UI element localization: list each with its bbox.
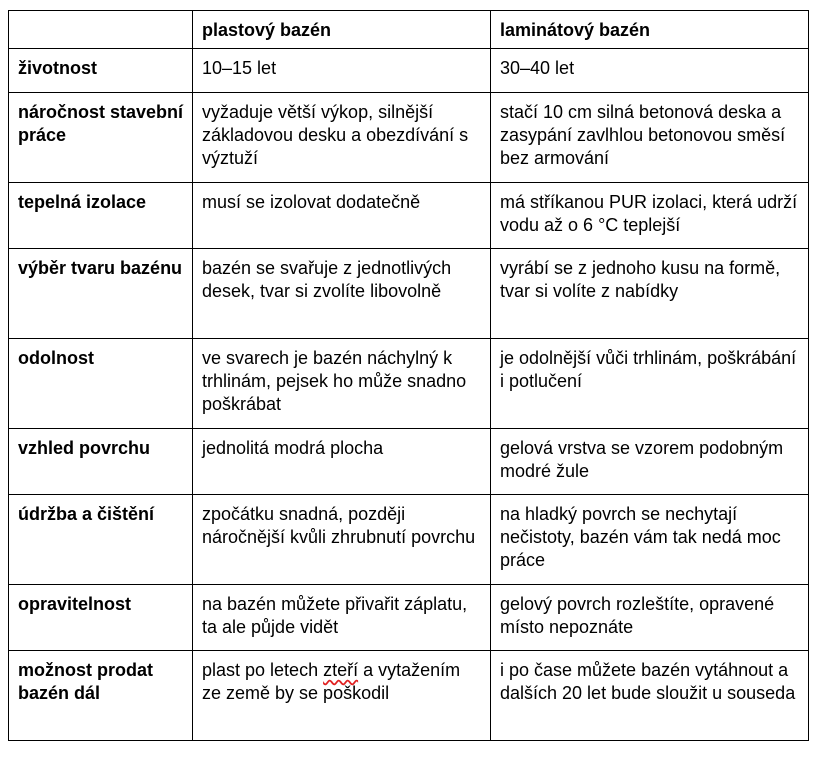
laminate-cell: na hladký povrch se nechytají nečistoty, bazén vám tak nedá moc práce bbox=[491, 495, 809, 585]
plastic-cell bbox=[193, 651, 491, 741]
plastic-cell: zpočátku snadná, později náročnější kvůli zhrubnutí povrchu bbox=[193, 495, 491, 585]
table-row bbox=[9, 429, 809, 495]
plastic-text-end: a vytažením ze země by se poškodil bbox=[202, 660, 461, 703]
row-label: odolnost bbox=[9, 339, 193, 429]
header-laminate-pool: laminátový bazén bbox=[491, 11, 809, 49]
laminate-cell: i po čase můžete bazén vytáhnout a dalších 20 let bude sloužit u souseda bbox=[491, 651, 809, 741]
table-row bbox=[9, 495, 809, 585]
header-row bbox=[9, 11, 809, 49]
laminate-cell: 30–40 let bbox=[491, 49, 809, 93]
header-plastic-pool: plastový bazén bbox=[193, 11, 491, 49]
table-row bbox=[9, 93, 809, 183]
row-label: tepelná izolace bbox=[9, 183, 193, 249]
row-label: vzhled povrchu bbox=[9, 429, 193, 495]
row-label: životnost bbox=[9, 49, 193, 93]
table-row bbox=[9, 651, 809, 741]
plastic-cell: ve svarech je bazén náchylný k trhlinám, pejsek ho může snadno poškrábat bbox=[193, 339, 491, 429]
laminate-cell: vyrábí se z jednoho kusu na formě, tvar si volíte z nabídky bbox=[491, 249, 809, 339]
plastic-cell: na bazén můžete přivařit záplatu, ta ale půjde vidět bbox=[193, 585, 491, 651]
row-label: údržba a čištění bbox=[9, 495, 193, 585]
laminate-cell: gelový povrch rozleštíte, opravené místo nepoznáte bbox=[491, 585, 809, 651]
laminate-cell: má stříkanou PUR izolaci, která udrží vodu až o 6 °C teplejší bbox=[491, 183, 809, 249]
laminate-cell: gelová vrstva se vzorem podobným modré žule bbox=[491, 429, 809, 495]
table-row bbox=[9, 249, 809, 339]
plastic-text-start: plast po letech bbox=[202, 660, 324, 680]
table-row bbox=[9, 339, 809, 429]
plastic-cell: bazén se svařuje z jednotlivých desek, tvar si zvolíte libovolně bbox=[193, 249, 491, 339]
plastic-cell: jednolitá modrá plocha bbox=[193, 429, 491, 495]
row-label: opravitelnost bbox=[9, 585, 193, 651]
spellcheck-flagged-word: zteří bbox=[323, 660, 359, 680]
laminate-cell: je odolnější vůči trhlinám, poškrábání i potlučení bbox=[491, 339, 809, 429]
table-row bbox=[9, 49, 809, 93]
laminate-cell: stačí 10 cm silná betonová deska a zasypání zavlhlou betonovou směsí bez armování bbox=[491, 93, 809, 183]
plastic-cell: 10–15 let bbox=[193, 49, 491, 93]
header-empty-cell bbox=[9, 11, 193, 49]
plastic-cell: musí se izolovat dodatečně bbox=[193, 183, 491, 249]
row-label: možnost prodat bazén dál bbox=[9, 651, 193, 741]
plastic-cell: vyžaduje větší výkop, silnější základovou desku a obezdívání s výztuží bbox=[193, 93, 491, 183]
row-label: náročnost stavební práce bbox=[9, 93, 193, 183]
pool-comparison-table bbox=[8, 10, 809, 741]
table-row bbox=[9, 183, 809, 249]
table-row bbox=[9, 585, 809, 651]
row-label: výběr tvaru bazénu bbox=[9, 249, 193, 339]
